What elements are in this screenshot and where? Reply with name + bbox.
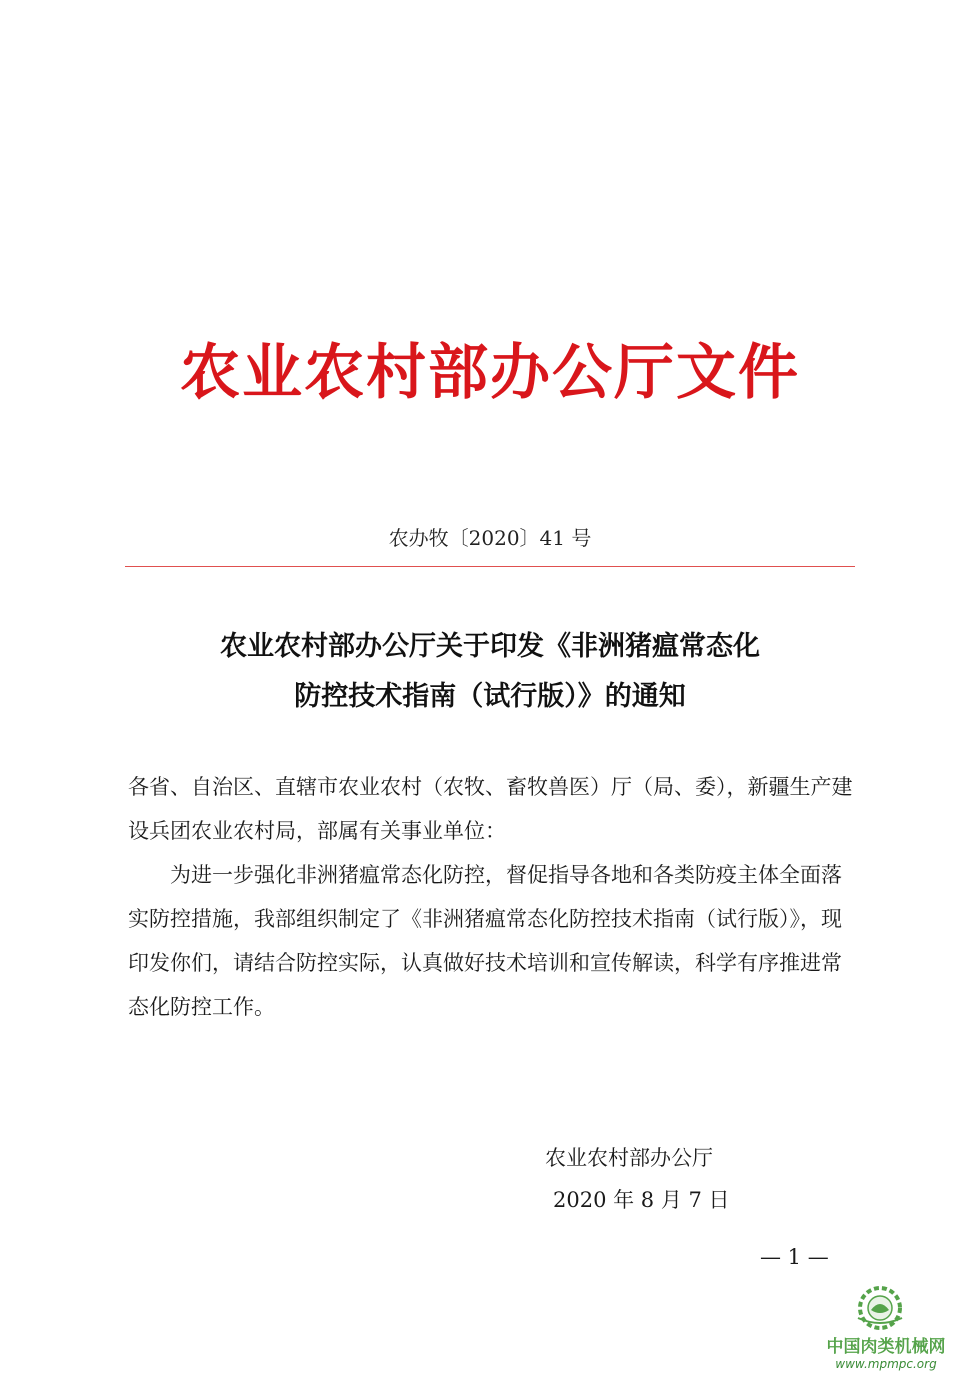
signature-date: 2020 年 8 月 7 日 xyxy=(553,1188,730,1212)
document-body xyxy=(128,765,856,1029)
red-divider xyxy=(125,566,855,567)
watermark-logo-icon xyxy=(840,1280,920,1330)
document-title xyxy=(0,622,980,722)
title-line-2: 防控技术指南（试行版）》的通知 xyxy=(294,681,686,712)
page-number: — 1 — xyxy=(760,1245,829,1269)
body-paragraph: 为进一步强化非洲猪瘟常态化防控，督促指导各地和各类防疫主体全面落实防控措施，我部组织制定了《非洲猪瘟常态化防控技术指南（试行版）》，现印发你们，请结合防控实际，认真做好技术培训和宣传解读，科学有序推进常态化防控工作。 xyxy=(128,863,842,1019)
signature-org: 农业农村部办公厅 xyxy=(545,1146,713,1170)
watermark-site-name: 中国肉类机械网 xyxy=(826,1337,946,1357)
issuer-header: 农业农村部办公厅文件 xyxy=(180,338,800,408)
watermark-url: www.mpmpc.org xyxy=(835,1357,937,1371)
document-number: 农办牧〔2020〕41 号 xyxy=(388,526,592,550)
title-line-1: 农业农村部办公厅关于印发《非洲猪瘟常态化 xyxy=(220,631,760,662)
recipients: 各省、自治区、直辖市农业农村（农牧、畜牧兽医）厅（局、委），新疆生产建设兵团农业农村局，部属有关事业单位： xyxy=(128,775,853,843)
